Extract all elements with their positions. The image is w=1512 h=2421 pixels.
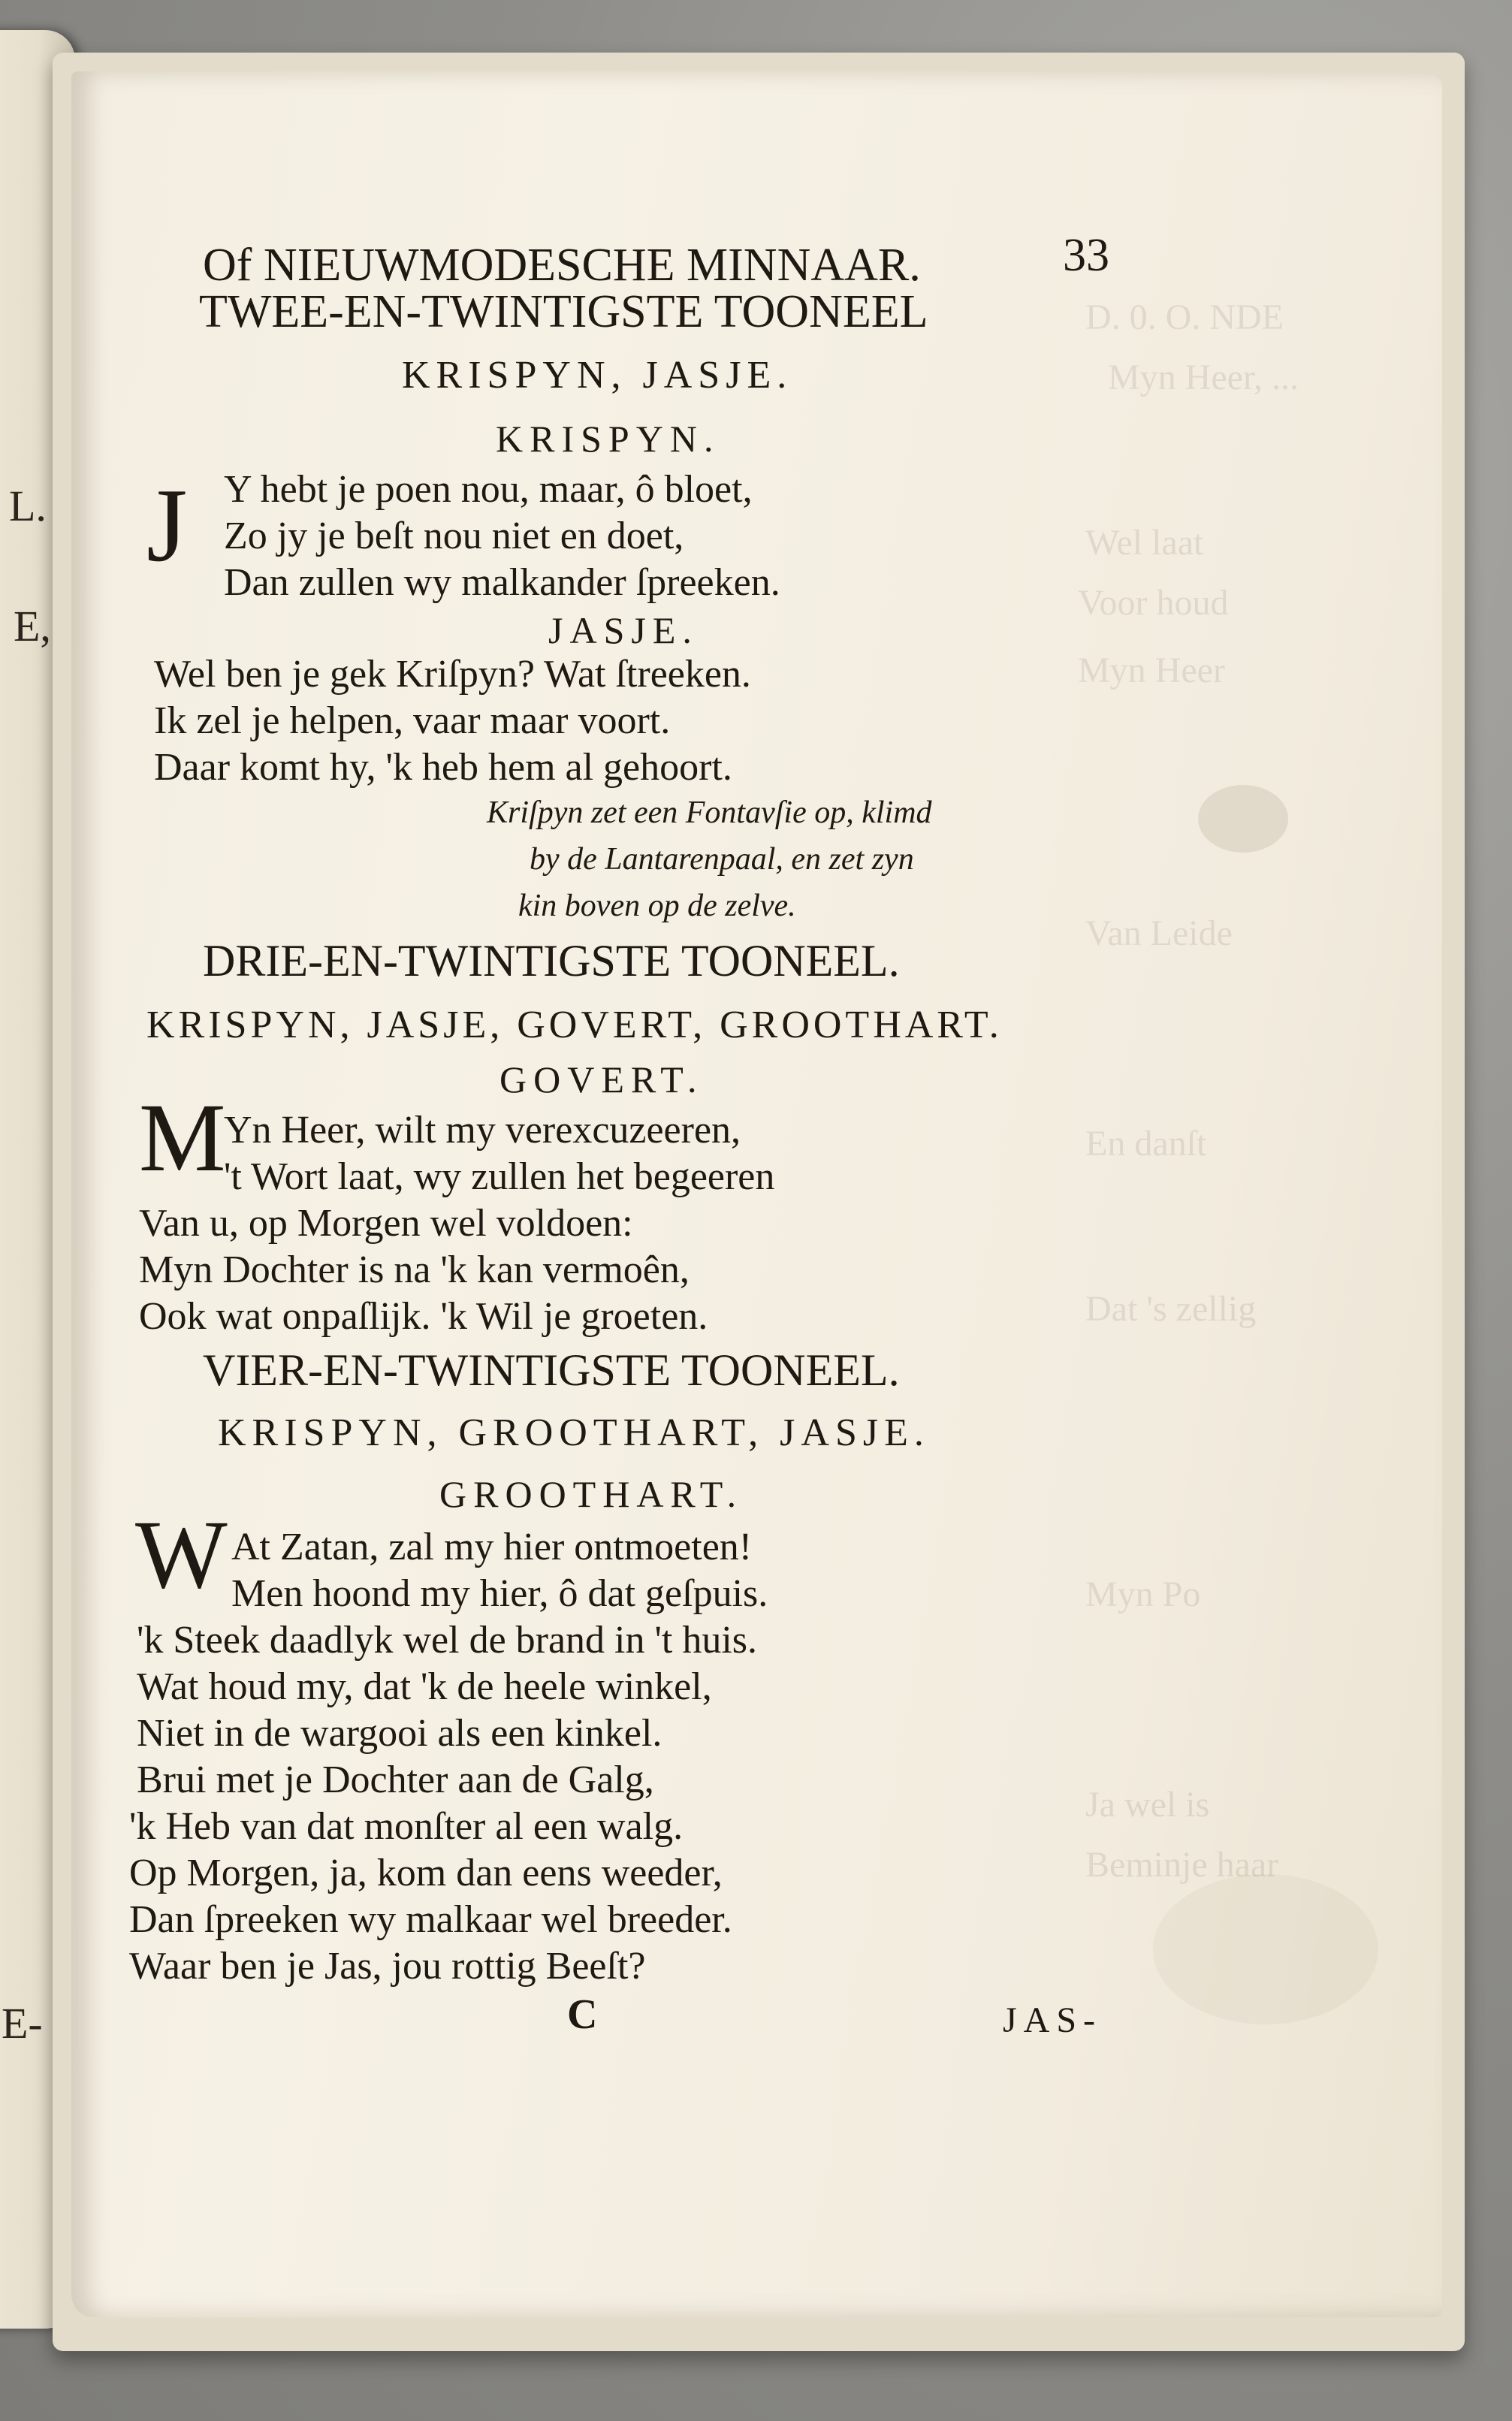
left-page-fragment: L. [9,481,47,530]
verse-line: Wel ben je gek Kriſpyn? Wat ſtreeken. [154,653,751,696]
page-number: 33 [1063,230,1109,281]
speaker-name: GOVERT. [499,1058,704,1100]
left-page-fragment: E, [14,602,51,651]
page-stain [1153,1874,1378,2024]
show-through-text: Van Leide [1085,913,1233,953]
speaker-name: JASJE. [548,609,699,651]
scene-characters: KRISPYN, JASJE. [402,354,793,397]
verse-line: Daar komt hy, 'k heb hem al gehoort. [154,746,732,789]
show-through-text: Voor houd [1078,583,1229,623]
show-through-text: Dat 's zellig [1085,1289,1257,1329]
verse-line: Wat houd my, dat 'k de heele winkel, [137,1665,712,1708]
verse-line: Dan zullen wy malkander ſpreeken. [224,561,780,604]
verse-line: 't Wort laat, wy zullen het begeeren [224,1155,775,1198]
verse-line: Niet in de wargooi als een kinkel. [137,1712,662,1755]
scene-title: DRIE-EN-TWINTIGSTE TOONEEL. [203,936,900,986]
show-through-text: Myn Heer, ... [1108,358,1299,397]
show-through-text: D. 0. O. NDE [1085,297,1284,337]
verse-line: Waar ben je Jas, jou rottig Beeſt? [129,1945,646,1988]
left-page-fragment: E- [2,1999,43,2048]
catchword: JAS- [1003,2000,1103,2040]
show-through-text: Wel laat [1085,523,1204,563]
speaker-name: KRISPYN. [496,418,720,460]
show-through-text: Ja wel is [1085,1785,1210,1825]
page-stain [1198,785,1288,853]
stage-direction: kin boven op de zelve. [518,889,796,923]
stage-direction: Kriſpyn zet een Fontavſie op, klimd [487,795,932,830]
verse-line: Van u, op Morgen wel voldoen: [139,1202,633,1245]
verse-line: Men hoond my hier, ô dat geſpuis. [231,1572,768,1615]
signature-mark: C [567,1991,598,2038]
drop-cap: M [139,1084,226,1192]
scene-characters: KRISPYN, GROOTHART, JASJE. [218,1411,930,1454]
drop-cap: J [146,467,188,584]
show-through-text: Myn Po [1085,1574,1201,1614]
drop-cap: W [135,1501,228,1609]
verse-line: 'k Steek daadlyk wel de brand in 't huis. [137,1619,758,1662]
verse-line: Yn Heer, wilt my verexcuzeeren, [224,1109,741,1152]
verse-line: Ook wat onpaſlijk. 'k Wil je groeten. [139,1295,708,1338]
verse-line: 'k Heb van dat monſter al een walg. [129,1805,684,1848]
verse-line: At Zatan, zal my hier ontmoeten! [231,1526,753,1568]
running-head: Of NIEUWMODESCHE MINNAAR. [203,240,921,291]
show-through-text: En danſt [1085,1124,1207,1164]
show-through-text: Myn Heer [1078,651,1225,690]
verse-line: Brui met je Dochter aan de Galg, [137,1758,654,1801]
scene-characters: KRISPYN, JASJE, GOVERT, GROOTHART. [146,1004,1003,1046]
scene-title: TWEE-EN-TWINTIGSTE TOONEEL [199,286,928,337]
show-through-text: Beminje haar [1085,1845,1279,1885]
verse-line: Ik zel je helpen, vaar maar voort. [154,699,671,742]
verse-line: Zo jy je beſt nou niet en doet, [224,515,684,557]
verse-line: Dan ſpreeken wy malkaar wel breeder. [129,1898,732,1941]
verse-line: Myn Dochter is na 'k kan vermoên, [139,1248,690,1291]
verse-line: Op Morgen, ja, kom dan eens weeder, [129,1852,723,1894]
scene-title: VIER-EN-TWINTIGSTE TOONEEL. [203,1345,900,1395]
verse-line: Y hebt je poen nou, maar, ô bloet, [224,468,753,511]
stage-direction: by de Lantarenpaal, en zet zyn [530,842,914,877]
speaker-name: GROOTHART. [439,1473,744,1515]
